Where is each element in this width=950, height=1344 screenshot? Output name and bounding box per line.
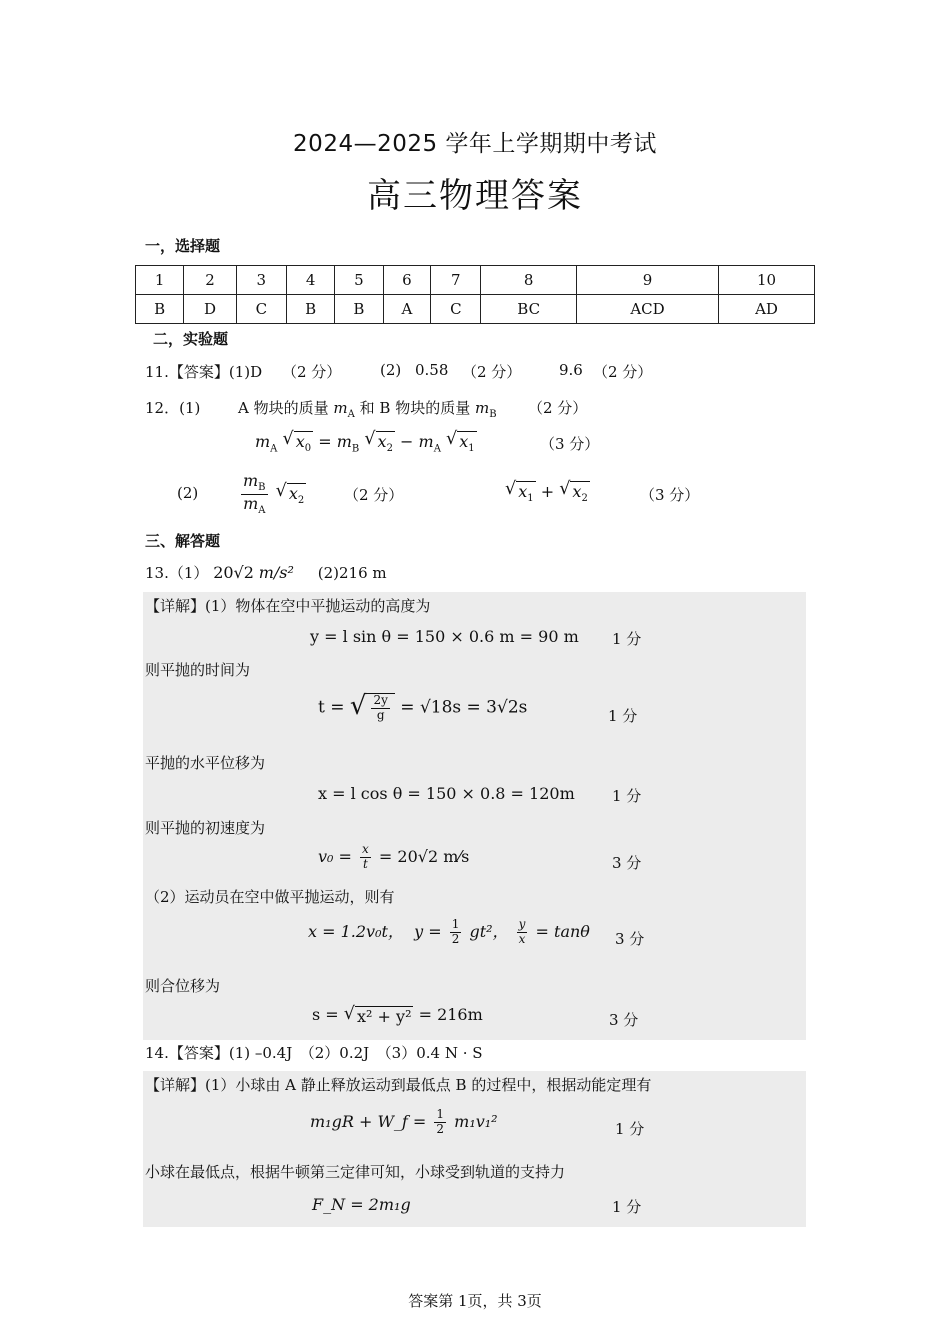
q14-detail-1: 【详解】(1）小球由 A 静止释放运动到最低点 B 的过程中，根据动能定理有 <box>145 1076 652 1094</box>
eq-part-b-rest: gt²， <box>469 921 509 941</box>
table-cell: C <box>236 295 286 324</box>
table-cell: B <box>335 295 383 324</box>
q11-part2-label: (2) <box>380 361 402 379</box>
section-heading-solutions: 三、解答题 <box>145 532 221 550</box>
page-footer: 答案第 1页，共 3页 <box>408 1292 542 1310</box>
eq-lhs: s = <box>312 1005 339 1024</box>
q13-eq-4 <box>318 843 469 872</box>
q11-score-1: （2 分） <box>282 363 342 381</box>
q13-detail-6: 则合位移为 <box>145 977 221 995</box>
q11-answer: 11.【答案】(1)D <box>145 363 263 381</box>
eq-denominator: 2 <box>436 1121 445 1136</box>
q13-score-2: 1 分 <box>608 707 638 725</box>
table-cell: 8 <box>481 266 577 295</box>
q13-score-3: 1 分 <box>612 787 642 805</box>
q13-answer-value: 20√2 <box>213 563 254 582</box>
q12-label: 12．(1) <box>145 399 201 417</box>
q12-description: A 物块的质量 $m_A$ 和 B 物块的质量 $m_B$ <box>238 399 497 420</box>
table-cell: 5 <box>335 266 383 295</box>
exam-title: 2024—2025 学年上学期期中考试 <box>293 131 657 157</box>
table-cell: D <box>184 295 236 324</box>
table-cell: B <box>286 295 334 324</box>
q13-eq-5 <box>308 918 590 947</box>
table-cell: BC <box>481 295 577 324</box>
q13-detail-1: 【详解】(1）物体在空中平抛运动的高度为 <box>145 597 431 615</box>
q13-eq-2: t = √ $\frac{2y}{g}$ = √18s = 3√2s <box>318 691 528 722</box>
q12-formula-1: $m_A$ √ $x_0$ = $m_B$ √ $x_2$ − $m_A$ √ $x_1$ <box>255 429 475 455</box>
q12-score-3: （2 分） <box>344 486 404 504</box>
eq-numerator: x <box>362 842 369 856</box>
q11-part2-value: 0.58 <box>415 361 449 379</box>
q13-detail-4: 则平抛的初速度为 <box>145 819 266 837</box>
answer-table <box>135 265 815 324</box>
table-cell: C <box>431 295 481 324</box>
q12-formula-2: $\frac{m_B}{m_A}$ √ $x_2$ <box>243 471 305 516</box>
table-cell: 7 <box>431 266 481 295</box>
q11-score-3: （2 分） <box>593 363 653 381</box>
eq-part-a: x = 1.2v₀t， <box>308 921 404 941</box>
table-cell: 10 <box>719 266 815 295</box>
q14-eq-1 <box>310 1108 498 1137</box>
mass-symbol: m <box>333 399 348 417</box>
table-cell: B <box>136 295 184 324</box>
q12-formula-3: √ $x_1$ + √ $x_2$ <box>505 479 588 505</box>
q13-eq-6: s = √ x² + y² = 216m <box>312 1003 483 1026</box>
q14-score-1: 1 分 <box>615 1120 645 1138</box>
q13-answer-unit: m/s² <box>258 563 294 582</box>
section-heading-experiment: 二，实验题 <box>153 330 229 348</box>
eq-rest: = 20√2 m⁄s <box>378 846 470 866</box>
q12-score-1: （2 分） <box>528 399 588 417</box>
eq-denominator: 2 <box>451 931 460 946</box>
table-cell: ACD <box>576 295 718 324</box>
q13-score-1: 1 分 <box>612 630 642 648</box>
q14-detail-2: 小球在最低点，根据牛顿第三定律可知，小球受到轨道的支持力 <box>145 1163 566 1181</box>
mass-symbol: m <box>474 399 490 417</box>
q13-score-6: 3 分 <box>609 1011 639 1029</box>
eq-part-b: y = <box>414 921 442 941</box>
q12-desc-mid: 和 B 物块的质量 <box>359 399 471 417</box>
eq-part-c-rest: = tanθ <box>535 921 590 941</box>
q14-score-2: 1 分 <box>612 1198 642 1216</box>
q12-score-2: （3 分） <box>540 435 600 453</box>
eq-numerator: y <box>518 917 526 931</box>
eq-lhs: m₁gR + W_f = <box>310 1111 427 1131</box>
q11-score-2: （2 分） <box>462 363 522 381</box>
eq-radicand: x² + y² <box>357 1006 412 1026</box>
q13-eq-3: x = l cos θ = 150 × 0.8 = 120m <box>318 784 575 803</box>
table-cell: 9 <box>576 266 718 295</box>
eq-rest: = √18s = 3√2s <box>400 697 528 718</box>
q13-answer <box>145 562 387 583</box>
q13-detail-5: （2）运动员在空中做平抛运动，则有 <box>145 888 395 906</box>
q13-detail-2: 则平抛的时间为 <box>145 661 251 679</box>
eq-denominator: g <box>376 707 385 722</box>
q13-answer-2: (2)216 m <box>317 564 387 582</box>
q12-part2-label: (2) <box>177 484 199 502</box>
answer-row <box>136 295 815 324</box>
table-cell: AD <box>719 295 815 324</box>
table-cell: 3 <box>236 266 286 295</box>
eq-lhs: t = <box>318 697 345 718</box>
q14-eq-2: F_N = 2m₁g <box>312 1195 411 1214</box>
page-title: 高三物理答案 <box>367 176 583 216</box>
q13-score-4: 3 分 <box>612 854 642 872</box>
q13-detail-3: 平抛的水平位移为 <box>145 754 266 772</box>
table-cell: 1 <box>136 266 184 295</box>
eq-rest: = 216m <box>418 1005 483 1024</box>
q11-part3-value: 9.6 <box>559 361 583 379</box>
table-cell: A <box>383 295 431 324</box>
section-heading-choice: 一，选择题 <box>145 237 221 255</box>
eq-numerator: 1 <box>436 1107 445 1121</box>
q12-score-4: （3 分） <box>640 486 700 504</box>
q12-desc-a: A 物块的质量 <box>238 399 329 417</box>
eq-lhs: v₀ = <box>318 846 352 866</box>
table-cell: 4 <box>286 266 334 295</box>
eq-denominator: x <box>518 931 526 946</box>
q14-answer: 14.【答案】(1) –0.4J （2）0.2J （3）0.4 N · S <box>145 1044 483 1062</box>
table-cell: 6 <box>383 266 431 295</box>
q13-score-5: 3 分 <box>615 930 645 948</box>
eq-denominator: t <box>363 856 368 871</box>
eq-numerator: 2y <box>373 693 388 707</box>
q13-answer-prefix: 13.（1） <box>145 564 209 582</box>
table-cell: 2 <box>184 266 236 295</box>
q13-eq-1: y = l sin θ = 150 × 0.6 m = 90 m <box>310 627 579 646</box>
eq-numerator: 1 <box>451 917 460 931</box>
eq-rest: m₁v₁² <box>454 1111 498 1131</box>
question-number-row <box>136 266 815 295</box>
